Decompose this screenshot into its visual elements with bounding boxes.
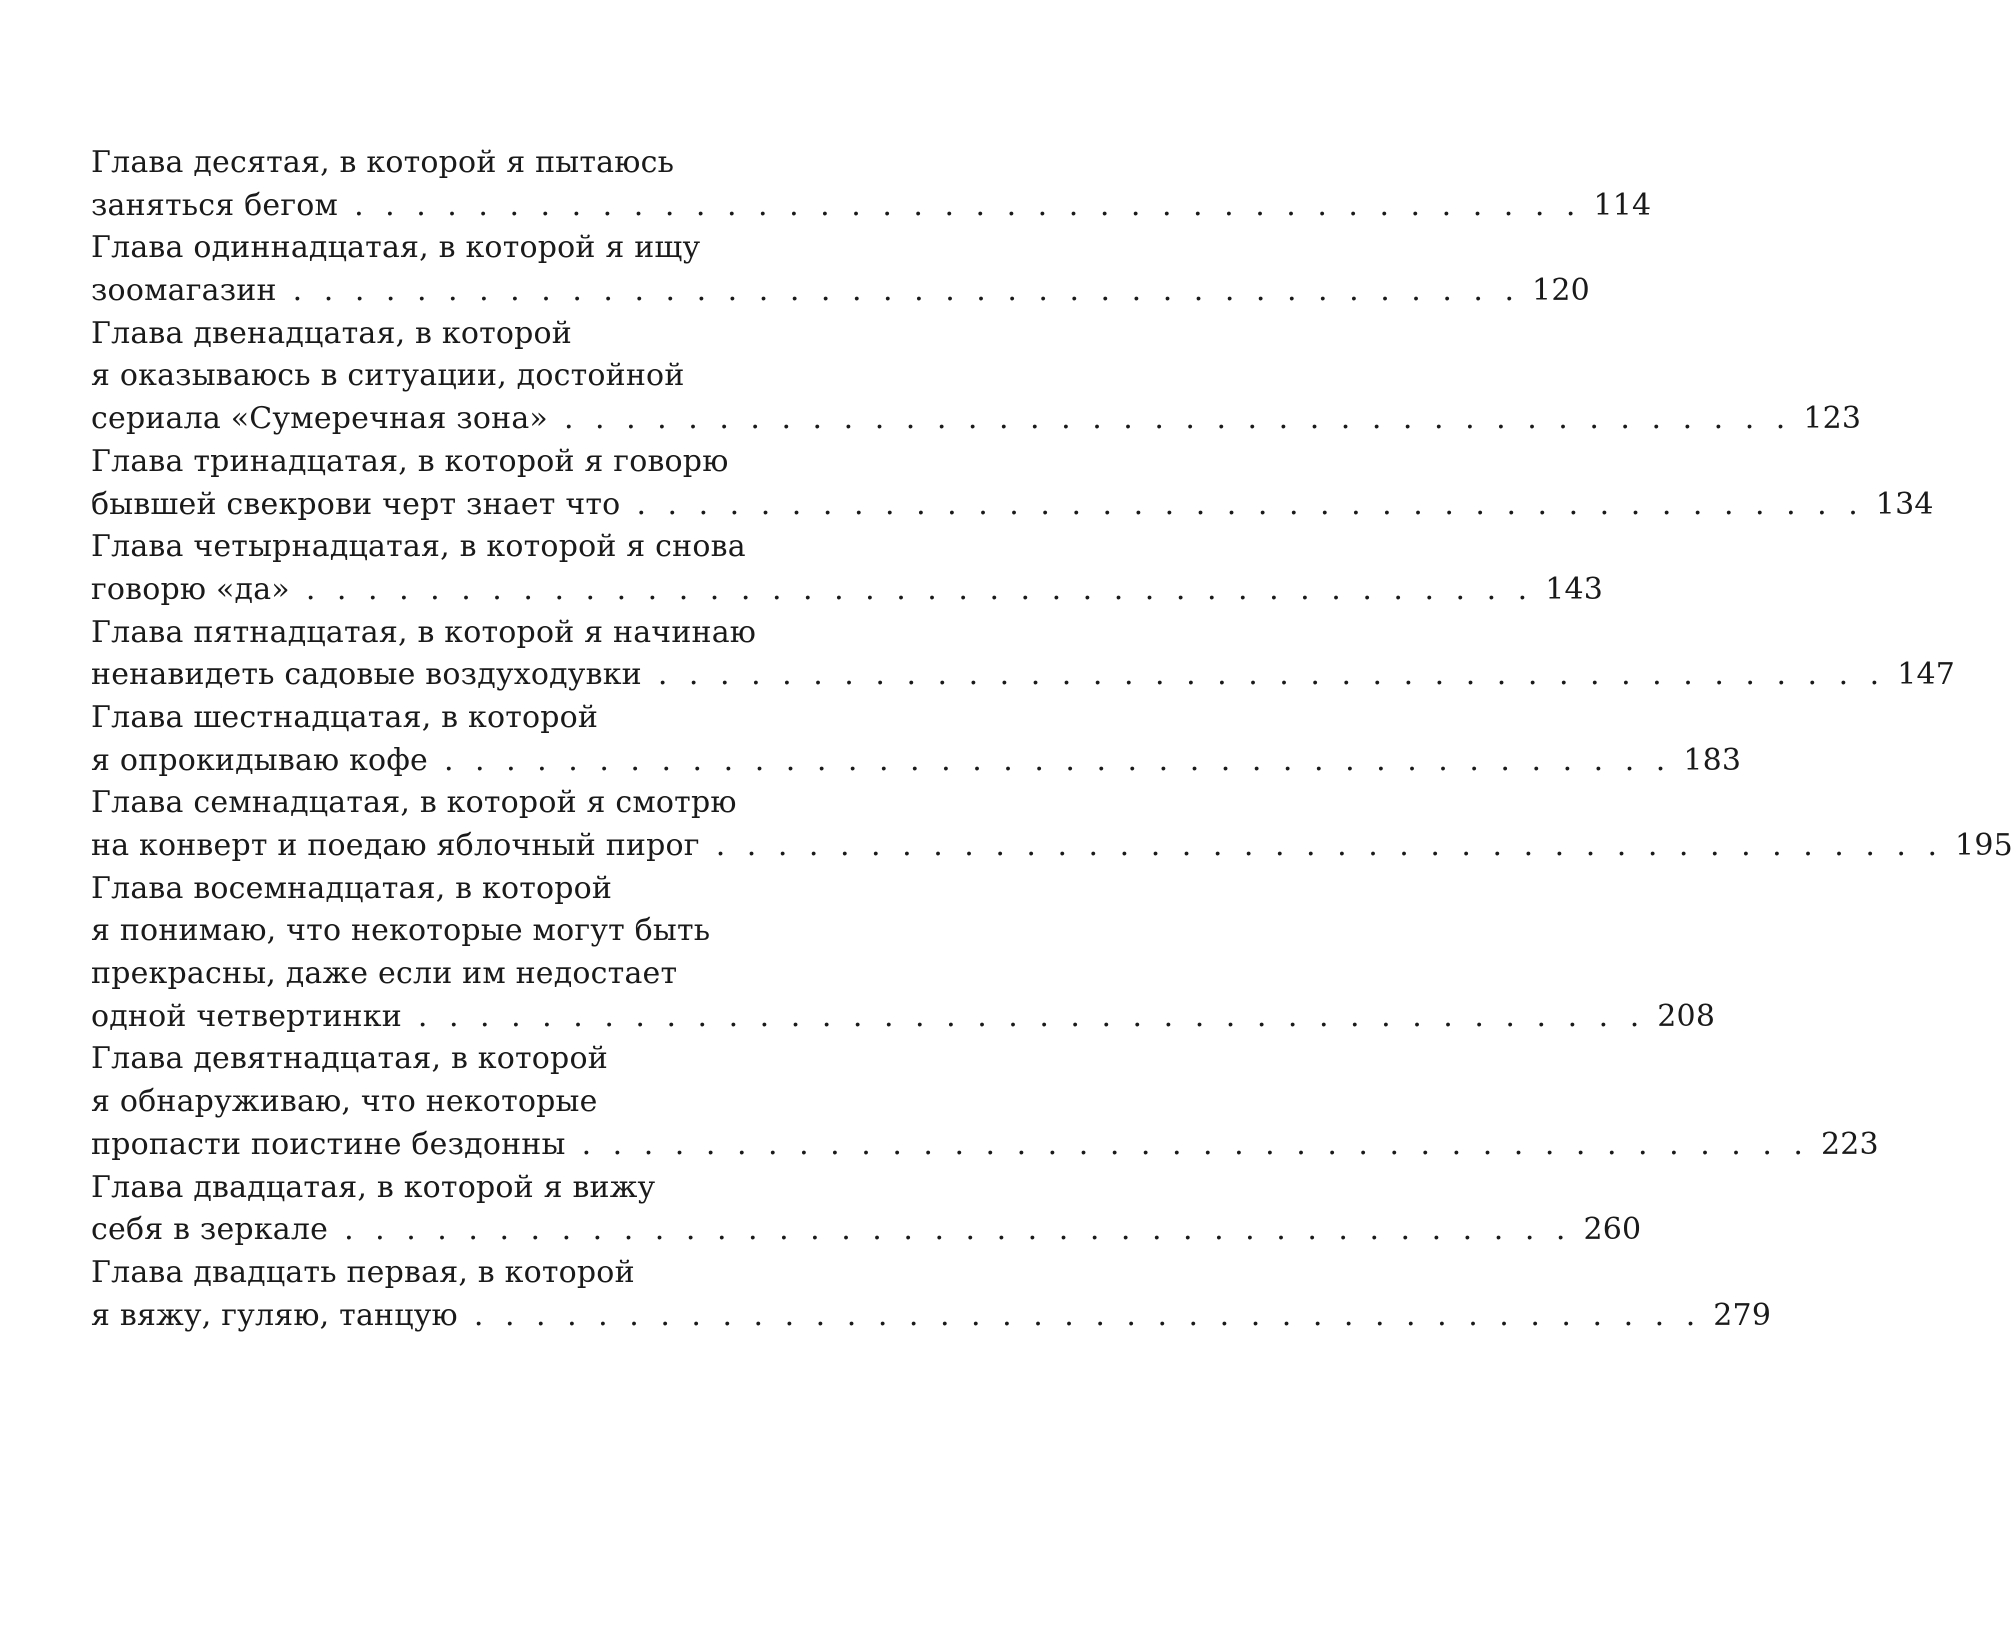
toc-line: [91, 910, 837, 953]
toc-entry-last-line: [91, 484, 1934, 527]
toc-line: [91, 1167, 837, 1210]
entry-title-line: одной четвертинки: [91, 998, 402, 1034]
toc-line: [91, 782, 837, 825]
dot-leader: . . . . . . . . . . . . . . . . . . . . . . . . . . . . . . . . . . . . . . . .: [292, 273, 1521, 309]
entry-title-line: на конверт и поедаю яблочный пирог: [91, 828, 700, 863]
page-number: 223: [1820, 1126, 1879, 1162]
entry-title-line: Глава семнадцатая, в которой я смотрю: [91, 785, 737, 821]
entry-title-line: говорю «да»: [91, 571, 290, 607]
dot-leader: . . . . . . . . . . . . . . . . . . . . . . . . . . . . . . . . . . . . . . . .: [636, 486, 1864, 522]
entry-title-line: Глава восемнадцатая, в которой: [91, 870, 613, 906]
entry-title-line: я опрокидываю кофе: [91, 742, 428, 778]
entry-title-line: я понимаю, что некоторые могут быть: [91, 913, 711, 949]
entry-title-line: Глава шестнадцатая, в которой: [91, 699, 599, 735]
entry-title-line: Глава двадцать первая, в которой: [91, 1254, 635, 1290]
toc-entry-last-line: [91, 569, 1604, 612]
entry-title-line: Глава одиннадцатая, в которой я ищу: [91, 230, 701, 266]
toc-entry-last-line: [91, 996, 1716, 1039]
toc-line: [91, 612, 837, 655]
dot-leader: . . . . . . . . . . . . . . . . . . . . . . . . . . . . . . . . . . . . . . . .: [354, 187, 1582, 223]
toc-entry-last-line: [91, 825, 2013, 868]
toc-line: [91, 868, 837, 911]
toc-entry-last-line: [91, 1209, 1642, 1252]
toc-line: [91, 1252, 837, 1295]
toc-entry-last-line: [91, 654, 1956, 697]
entry-title-line: Глава двенадцатая, в которой: [91, 315, 573, 351]
page-number: 279: [1713, 1297, 1772, 1333]
entry-title-line: пропасти поистине бездонны: [91, 1126, 566, 1162]
dot-leader: . . . . . . . . . . . . . . . . . . . . . . . . . . . . . . . . . . . . . . . .: [657, 657, 1886, 693]
entry-title-line: Глава тринадцатая, в которой я говорю: [91, 443, 729, 479]
toc-entry-last-line: [91, 1124, 1879, 1167]
page-number: 134: [1875, 486, 1934, 522]
toc-line: [91, 441, 837, 484]
toc-line: [91, 142, 837, 185]
page-number: 147: [1897, 657, 1956, 693]
toc-entry-last-line: [91, 1295, 1772, 1338]
toc-entry-last-line: [91, 398, 1862, 441]
toc-line: [91, 355, 837, 398]
dot-leader: . . . . . . . . . . . . . . . . . . . . . . . . . . . . . . . . . . . . . . . .: [344, 1212, 1572, 1248]
entry-title-line: я оказываюсь в ситуации, достойной: [91, 358, 685, 394]
page-number: 120: [1532, 273, 1590, 309]
dot-leader: . . . . . . . . . . . . . . . . . . . . . . . . . . . . . . . . . . . . . . . .: [443, 742, 1672, 778]
entry-title-line: зоомагазин: [91, 273, 277, 309]
dot-leader: . . . . . . . . . . . . . . . . . . . . . . . . . . . . . . . . . . . . . . . .: [563, 401, 1792, 437]
toc-entry-last-line: [91, 185, 1652, 228]
page-number: 143: [1545, 571, 1604, 607]
dot-leader: . . . . . . . . . . . . . . . . . . . . . . . . . . . . . . . . . . . . . . . .: [581, 1126, 1809, 1162]
dot-leader: . . . . . . . . . . . . . . . . . . . . . . . . . . . . . . . . . . . . . . . .: [305, 571, 1534, 607]
entry-title-line: Глава пятнадцатая, в которой я начинаю: [91, 614, 757, 650]
toc-line: [91, 227, 837, 270]
entry-title-line: я вяжу, гуляю, танцую: [91, 1297, 458, 1333]
toc-line: [91, 953, 837, 996]
dot-leader: . . . . . . . . . . . . . . . . . . . . . . . . . . . . . . . . . . . . . . . .: [715, 828, 1944, 863]
page-number: 208: [1657, 998, 1716, 1034]
entry-title-line: себя в зеркале: [91, 1212, 329, 1248]
page-number: 183: [1683, 742, 1742, 778]
dot-leader: . . . . . . . . . . . . . . . . . . . . . . . . . . . . . . . . . . . . . . . .: [417, 998, 1646, 1034]
page-number: 114: [1593, 187, 1652, 223]
page-number: 195: [1955, 828, 2013, 863]
entry-title-line: ненавидеть садовые воздуходувки: [91, 657, 642, 693]
toc-line: [91, 526, 837, 569]
page-number: 123: [1803, 401, 1862, 437]
entry-title-line: Глава десятая, в которой я пытаюсь: [91, 145, 675, 180]
entry-title-line: бывшей свекрови черт знает что: [91, 486, 621, 522]
entry-title-line: Глава двадцатая, в которой я вижу: [91, 1169, 656, 1205]
toc-line: [91, 1081, 837, 1124]
entry-title-line: я обнаруживаю, что некоторые: [91, 1084, 598, 1120]
entry-title-line: заняться бегом: [91, 187, 339, 223]
table-of-contents: [91, 142, 2013, 1337]
dot-leader: . . . . . . . . . . . . . . . . . . . . . . . . . . . . . . . . . . . . . . . .: [473, 1297, 1702, 1333]
toc-entry-last-line: [91, 740, 1742, 783]
toc-line: [91, 313, 837, 356]
toc-line: [91, 697, 837, 740]
toc-entry-last-line: [91, 270, 1590, 313]
page-number: 260: [1583, 1212, 1642, 1248]
entry-title-line: Глава девятнадцатая, в которой: [91, 1041, 608, 1077]
entry-title-line: сериала «Сумеречная зона»: [91, 401, 548, 437]
entry-title-line: прекрасны, даже если им недостает: [91, 956, 678, 992]
entry-title-line: Глава четырнадцатая, в которой я снова: [91, 529, 746, 565]
toc-line: [91, 1038, 837, 1081]
